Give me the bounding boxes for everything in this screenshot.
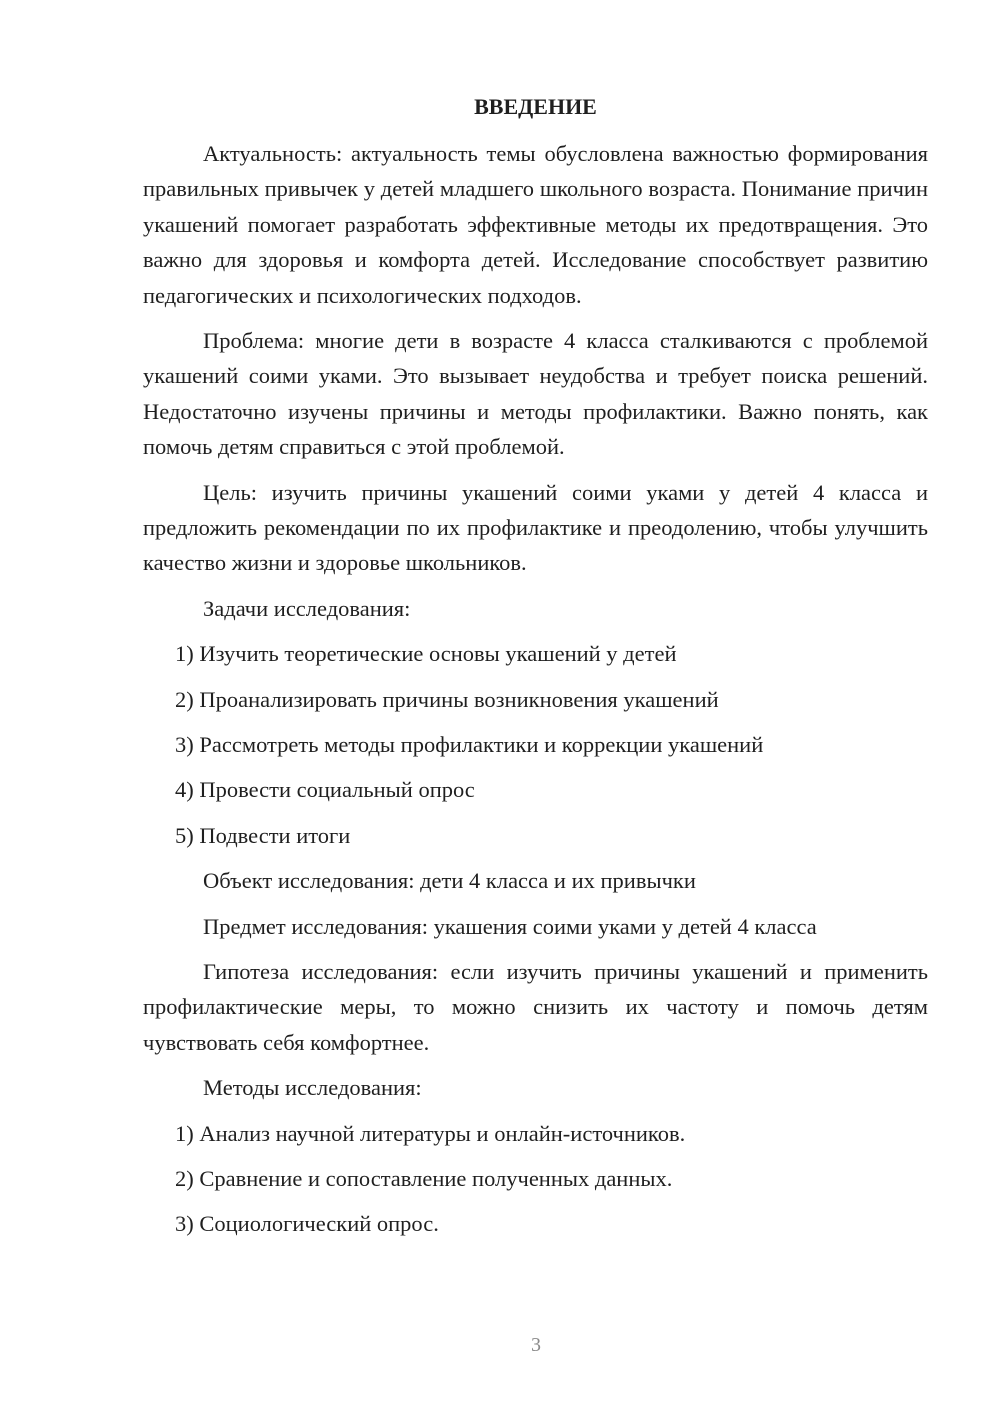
tasks-heading: Задачи исследования: xyxy=(203,595,411,621)
method-item: 3) Социологический опрос. xyxy=(175,1211,439,1237)
problem-paragraph: Проблема: многие дети в возрасте 4 класса сталкиваются с проблемой укашений соими уками. Это вызывает неудобства и требует поиска решений. Недостаточно изучены причины и методы профилактики. Важно понять, как помочь детям справиться с этой проблемой. xyxy=(143,328,928,460)
hypothesis-paragraph: Гипотеза исследования: если изучить причины укашений и применить профилактические меры, то можно снизить их частоту и помочь детям чувствовать себя комфортнее. xyxy=(143,959,928,1055)
object-line: Объект исследования: дети 4 класса и их привычки xyxy=(203,868,696,894)
task-item: 1) Изучить теоретические основы укашений у детей xyxy=(175,641,677,667)
task-item: 4) Провести социальный опрос xyxy=(175,777,475,803)
relevance-paragraph: Актуальность: актуальность темы обусловлена важностью формирования правильных привычек у детей младшего школьного возраста. Понимание причин укашений помогает разработать эффективные методы их предотвращения. Это важно для здоровья и комфорта детей. Исследование способствует развитию педагогических и психологических подходов. xyxy=(143,141,928,308)
document-page xyxy=(143,92,928,1252)
page-number: 3 xyxy=(531,1334,541,1356)
method-item: 2) Сравнение и сопоставление полученных данных. xyxy=(175,1166,673,1191)
task-item: 3) Рассмотреть методы профилактики и коррекции укашений xyxy=(175,732,764,758)
spacer xyxy=(143,465,928,475)
methods-heading: Методы исследования: xyxy=(203,1075,422,1101)
goal-paragraph: Цель: изучить причины укашений соими уками у детей 4 класса и предложить рекомендации по их профилактике и преодолению, чтобы улучшить качество жизни и здоровье школьников. xyxy=(143,479,928,576)
task-item: 2) Проанализировать причины возникновения укашений xyxy=(175,686,719,712)
subject-line: Предмет исследования: укашения соими уками у детей 4 класса xyxy=(203,913,817,939)
page-title: ВВЕДЕНИЕ xyxy=(474,94,597,119)
spacer xyxy=(143,1060,928,1070)
method-item: 1) Анализ научной литературы и онлайн-источников. xyxy=(175,1120,686,1146)
spacer xyxy=(143,581,928,591)
spacer xyxy=(143,313,928,323)
task-item: 5) Подвести итоги xyxy=(175,822,351,848)
